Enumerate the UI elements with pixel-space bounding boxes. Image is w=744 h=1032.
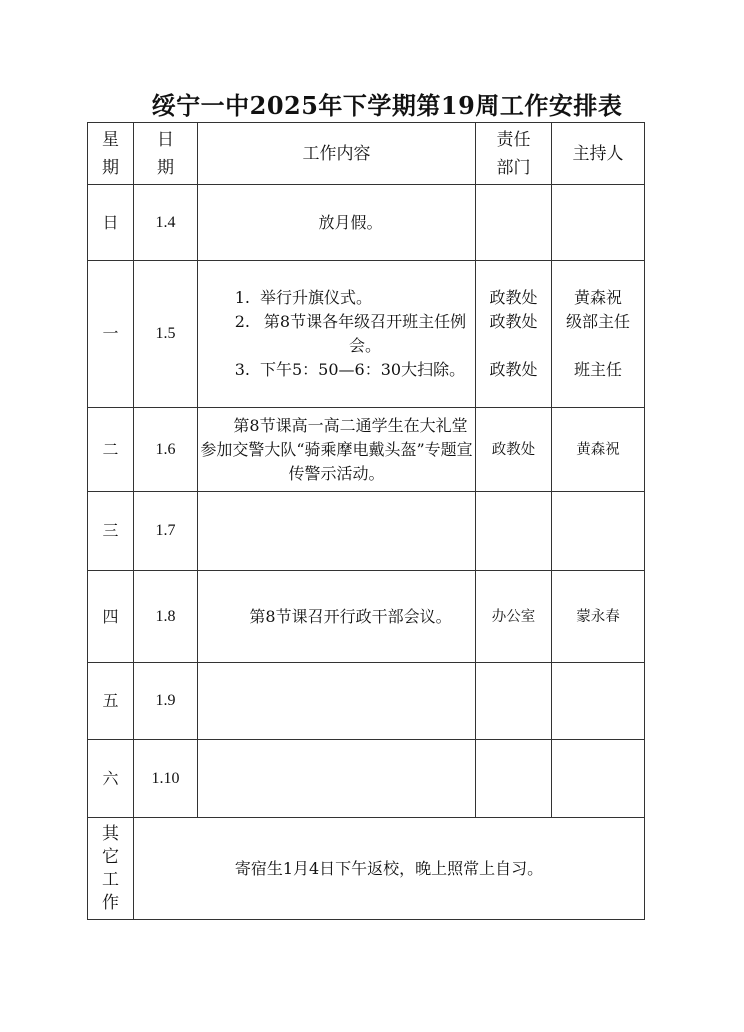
host-cell: 蒙永春 [552, 571, 645, 663]
dept-cell [476, 185, 552, 261]
host-cell [552, 185, 645, 261]
list-item: 2. 第8节课各年级召开班主任例会。 [234, 312, 467, 355]
content-cell [198, 261, 476, 408]
table-row [88, 663, 645, 740]
date-cell: 1.10 [134, 740, 198, 818]
content-cell [198, 740, 476, 818]
dept-cell: 政教处 [476, 408, 552, 492]
date-cell: 1.7 [134, 492, 198, 571]
host-cell [552, 492, 645, 571]
date-cell: 1.5 [134, 261, 198, 408]
weekday-cell: 四 [88, 571, 134, 663]
date-cell: 1.4 [134, 185, 198, 261]
table-row [88, 408, 645, 492]
weekday-cell: 五 [88, 663, 134, 740]
other-work-row [88, 818, 645, 920]
table-row [88, 571, 645, 663]
date-cell: 1.6 [134, 408, 198, 492]
header-weekday: 星 期 [88, 123, 134, 185]
weekday-cell: 六 [88, 740, 134, 818]
weekday-cell: 一 [88, 261, 134, 408]
weekday-cell: 三 [88, 492, 134, 571]
header-content: 工作内容 [198, 123, 476, 185]
content-cell: 放月假。 [198, 185, 476, 261]
header-date: 日 期 [134, 123, 198, 185]
host-cell: 黄森祝 级部主任 班主任 [552, 261, 645, 408]
content-cell [198, 492, 476, 571]
host-cell: 黄森祝 [552, 408, 645, 492]
date-cell: 1.8 [134, 571, 198, 663]
weekday-cell: 日 [88, 185, 134, 261]
header-dept: 责任 部门 [476, 123, 552, 185]
table-row [88, 740, 645, 818]
weekday-cell: 二 [88, 408, 134, 492]
date-cell: 1.9 [134, 663, 198, 740]
header-host: 主持人 [552, 123, 645, 185]
other-work-text: 寄宿生1月4日下午返校，晚上照常上自习。 [134, 818, 645, 920]
content-cell: 第8节课召开行政干部会议。 [198, 571, 476, 663]
schedule-table [87, 122, 645, 920]
dept-cell [476, 663, 552, 740]
page-title: 绥宁一中2025年下学期第19周工作安排表 [151, 91, 623, 120]
table-row [88, 492, 645, 571]
host-cell [552, 740, 645, 818]
table-row [88, 185, 645, 261]
host-cell [552, 663, 645, 740]
dept-cell: 政教处 政教处 政教处 [476, 261, 552, 408]
list-item: 1. 举行升旗仪式。 [234, 288, 373, 307]
dept-cell [476, 492, 552, 571]
header-row [88, 123, 645, 185]
content-cell: 第8节课高一高二通学生在大礼堂参加交警大队“骑乘摩电戴头盔”专题宣传警示活动。 [198, 408, 476, 492]
content-cell [198, 663, 476, 740]
other-work-label: 其 它 工 作 [88, 818, 134, 920]
dept-cell: 办公室 [476, 571, 552, 663]
list-item: 3. 下午5：50—6：30大扫除。 [234, 360, 466, 379]
dept-cell [476, 740, 552, 818]
table-row [88, 261, 645, 408]
